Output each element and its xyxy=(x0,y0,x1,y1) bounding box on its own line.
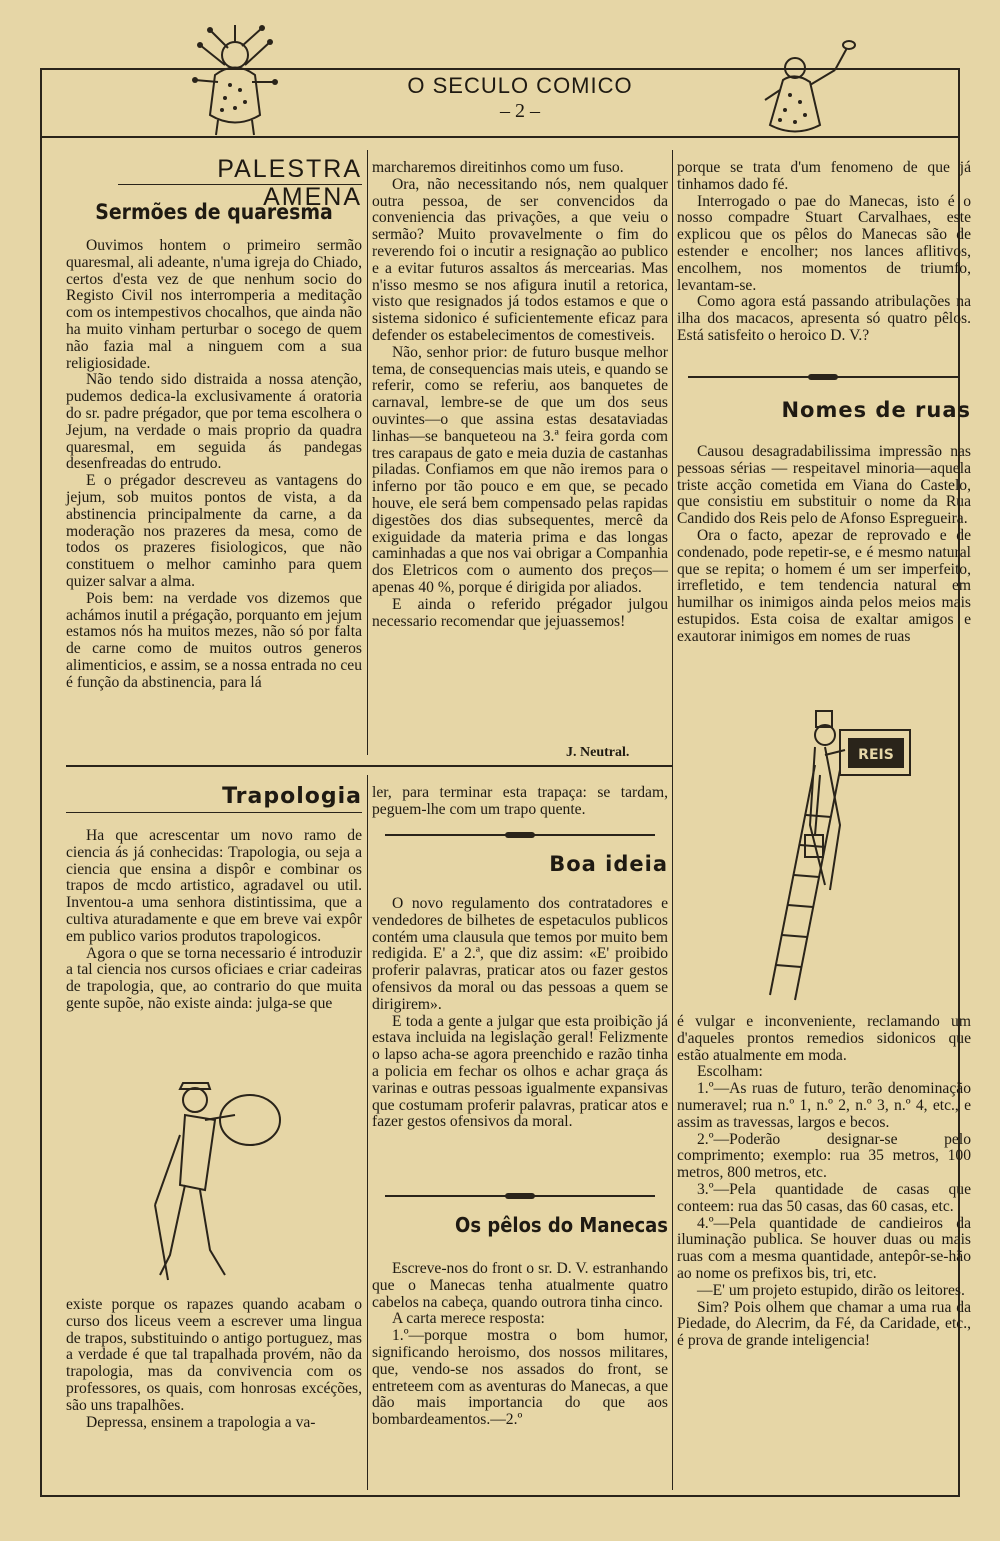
article-body xyxy=(677,444,971,646)
paragraph: Depressa, ensinem a trapologia a va- xyxy=(86,1413,316,1431)
pincushion-doll-icon xyxy=(180,20,290,138)
section-divider xyxy=(66,765,672,767)
frame-bottom-rule xyxy=(40,1495,960,1497)
article-body-end xyxy=(372,785,668,819)
man-on-ladder-illustration xyxy=(740,705,940,1005)
paragraph: Não, senhor prior: de futuro busque melhor tema, de consequencias mais uteis, e quando se referir, como se referiu, aos banquetes de carnaval, lembre-se de que um dos seus ouvintes—o que assina estas desataviadas linhas—se banqueteou na 3.ª feira gorda com tres carapaus de gato e meia duzia de castanhas piladas. Confiamos em que não iremos para o inferno por tão pouco e em que, se pecado houve, ele será bem compensado pelas rapidas digestões dos dias subsequentes, mercê da exiguidade da materia prima e das longas caminhadas a que nos vai obrigar a Companhia dos Eletricos com o aumento dos preços—apenas 40 %, porque é dirigida por aliados. xyxy=(372,343,668,596)
ornamental-divider xyxy=(688,374,958,380)
paragraph: Escreve-nos do front o sr. D. V. estranhando que o Manecas tenha atualmente quatro cabelos na cabeça, quando outrora tinha cinco. xyxy=(372,1260,668,1311)
ornamental-divider xyxy=(385,832,655,838)
paragraph: Como agora está passando atribulações na ilha dos macacos, apresenta só quatro pêlos. Está satisfeito o heroico D. V.? xyxy=(677,293,971,344)
article-heading: Nomes de ruas xyxy=(781,398,971,422)
paragraph: Ouvimos hontem o primeiro sermão quaresmal, ali adeante, n'uma igreja do Chiado, certos d'esta vez de que nenhum socio do Registo Civil nos interromperia a meditação com os intempestivos chocalhos, que ainda não ha muito vinham perturbar o socego de quem não fazia mal a ninguem com a sua religiosidade. xyxy=(66,237,362,372)
paragraph: Ha que acrescentar um novo ramo de ciencia ás já conhecidas: Trapologia, ou seja a ciencia que ensina a dispôr e combinar os trapos de mcdo artistico, agradavel ou util. Inventou-a uma senhora distintissima, que a cultiva aturadamente e que em breve vai expôr em publico varios produtos trapologicos. xyxy=(66,827,362,945)
article-heading: Boa ideia xyxy=(549,852,668,876)
column-rule xyxy=(367,150,368,755)
paragraph: porque se trata d'um fenomeno de que já tinhamos dado fé. xyxy=(677,159,971,193)
kicker-underline xyxy=(118,184,362,185)
article-body-continuation xyxy=(677,1014,971,1350)
paragraph: é vulgar e inconveniente, reclamando um d'aqueles prontos remedios sidonicos que estão atualmente em moda. xyxy=(677,1013,971,1064)
column-rule xyxy=(672,150,673,1490)
paragraph: E ainda o referido prégador julgou necessario recomendar que jejuassemos! xyxy=(372,595,668,630)
paragraph: Escolham: xyxy=(697,1063,763,1081)
article-heading: Sermões de quaresma xyxy=(95,200,333,224)
article-body xyxy=(372,896,668,1131)
paragraph: 3.º—Pela quantidade de casas que conteem: rua das 50 casas, das 60 casas, etc. xyxy=(677,1180,971,1215)
section-kicker: PALESTRA AMENA xyxy=(217,155,362,211)
paragraph: Causou desagradabilissima impressão nas pessoas sérias — respeitavel minoria—aquela triste acção cometida em Viana do Castelo, que consistiu em substituir o nome da Rua Candido dos Reis pelo de Afonso Espregueira. xyxy=(677,443,971,528)
newspaper-title: O SECULO COMICO xyxy=(407,73,633,98)
paragraph: Ora, não necessitando nós, nem qualquer outra pessoa, de ser convencidos da conveniencia das privações, a que veiu o sermão? Muito provavelmente o fim do reverendo foi o incutir a resignação ao publico e a evitar futuros assaltos ás mercearias. Mas n'isso mesmo se nos afigura inutil a retorica, visto que resignados já todos estamos e que o sistema sidonico é suficientemente eficaz para defender os estabelecimentos de comestiveis. xyxy=(372,175,668,344)
page-number: – 2 – xyxy=(500,100,540,122)
heading-underline xyxy=(66,812,362,813)
street-sign-text: REIS xyxy=(858,747,894,763)
paragraph: marcharemos direitinhos como um fuso. xyxy=(372,159,624,176)
signature: J. Neutral. xyxy=(566,745,630,760)
girl-with-racket-icon xyxy=(755,40,865,140)
paragraph: A carta merece resposta: xyxy=(392,1310,545,1328)
paragraph: Não tendo sido distraida a nossa atenção, pudemos dedica-la exclusivamente á oratoria do sr. padre prégador, que por tema escolhera o Jejum, na verdade o mais proprio da quadra quaresmal, em seguida ás pandegas desenfreadas do entrudo. xyxy=(66,371,362,473)
frame-left-rule xyxy=(40,68,42,1495)
paragraph: ler, para terminar esta trapaça: se tardam, peguem-lhe com um trapo quente. xyxy=(372,784,668,818)
article-body xyxy=(66,828,362,1013)
article-heading: Trapologia xyxy=(222,784,362,809)
paragraph: Ora o facto, apezar de reprovado e de condenado, pode repetir-se, e é mesmo natural que se repita; o homem é um ser imperfeito, irrefletido, e tem tendencia natural em humilhar os inimigos ainda pelos meios mais estupidos. Esta coisa de exaltar amigos e exautorar inimigos em nomes de ruas xyxy=(677,526,971,645)
paragraph: Interrogado o pae do Manecas, isto é o nosso compadre Stuart Carvalhaes, este explicou que os pêlos do Manecas são de estender e encolher; nos lances aflitivos, encolhem, nos momentos de triumfo, levantam-se. xyxy=(677,192,971,294)
paragraph: Sim? Pois olhem que chamar a uma rua da Piedade, do Alecrim, da Fé, da Caridade, etc., é prova de grande inteligencia! xyxy=(677,1298,971,1350)
paragraph: 2.º—Poderão designar-se pelo comprimento; exemplo: rua 35 metros, 100 metros, 800 metros, etc. xyxy=(677,1130,971,1182)
paragraph: E toda a gente a julgar que esta proibição já estava incluida na legislação geral! Felizmente o lapso acha-se agora preenchido e razão tinha a policia em fechar os olhos e achar graça ás varinas e outras pessoas igualmente expansivas que costumam proferir palavras, praticar atos e fazer gestos ofensivos da moral. xyxy=(372,1012,668,1131)
ragpicker-illustration xyxy=(150,1075,290,1295)
paragraph: 1.º—As ruas de futuro, terão denominação numeravel; rua n.º 1, n.º 2, n.º 3, n.º 4, etc., e assim as travessas, largos e becos. xyxy=(677,1080,971,1131)
article-body-continuation xyxy=(372,160,668,630)
article-body xyxy=(66,238,362,692)
article-body-continuation xyxy=(677,160,971,345)
paragraph: O novo regulamento dos contratadores e vendedores de bilhetes de espetaculos publicos contém uma clausula que temos por muito bem redigida. E' a 2.ª, que diz assim: «E' proibido proferir palavras, praticar atos ou fazer gestos ofensivos da moral ou das pessoas a quem se dirigirem». xyxy=(372,895,668,1013)
column-rule xyxy=(367,775,368,1490)
ornamental-divider xyxy=(385,1193,655,1199)
article-body xyxy=(372,1261,668,1429)
paragraph: Agora o que se torna necessario é introduzir a tal ciencia nos cursos oficiaes e criar cadeiras de trapologia, que, ao contrario do que muita gente supõe, não existe ainda: julga-se que xyxy=(66,944,362,1012)
paragraph: 1.º—porque mostra o bom humor, significando heroismo, dos nossos militares, que, vendo-se nos assados do front, se entreteem com as aventuras do Manecas, a que dão mais importancia do que aos bombardeamentos.—2.º xyxy=(372,1327,668,1429)
article-heading: Os pêlos do Manecas xyxy=(455,1213,668,1237)
paragraph: existe porque os rapazes quando acabam o curso dos liceus veem a escrever uma lingua de trapos, substituindo o antigo portuguez, mas a verdade é que tal trapalhada provém, não da trapologia, mas da convivencia com os professores, os quais, com honrosas excéções, são uns trapalhões. xyxy=(66,1296,362,1414)
paragraph: E o prégador descreveu as vantagens do jejum, sob muitos pontos de vista, a da abstinencia principalmente da carne, a da moderação nos prazeres da mesa, como de todos os prazeres fisiologicos, que não constituem o melhor caminho para quem quizer salvar a alma. xyxy=(66,472,362,590)
paragraph: Pois bem: na verdade vos dizemos que achámos inutil a prégação, porquanto em jejum estamos nós ha muitos mezes, não só por falta de carne como de muitos outros generos alimenticios, e assim, se a nossa entrada no ceu é função da abstinencia, para lá xyxy=(66,589,362,691)
article-body-continuation xyxy=(66,1297,362,1431)
paragraph: —E' um projeto estupido, dirão os leitores. xyxy=(697,1281,965,1299)
paragraph: 4.º—Pela quantidade de candieiros da iluminação publica. Se houver duas ou mais ruas com a mesma quantidade, antepôr-se-hão ao nome os prefixos bis, tri, etc. xyxy=(677,1214,971,1282)
